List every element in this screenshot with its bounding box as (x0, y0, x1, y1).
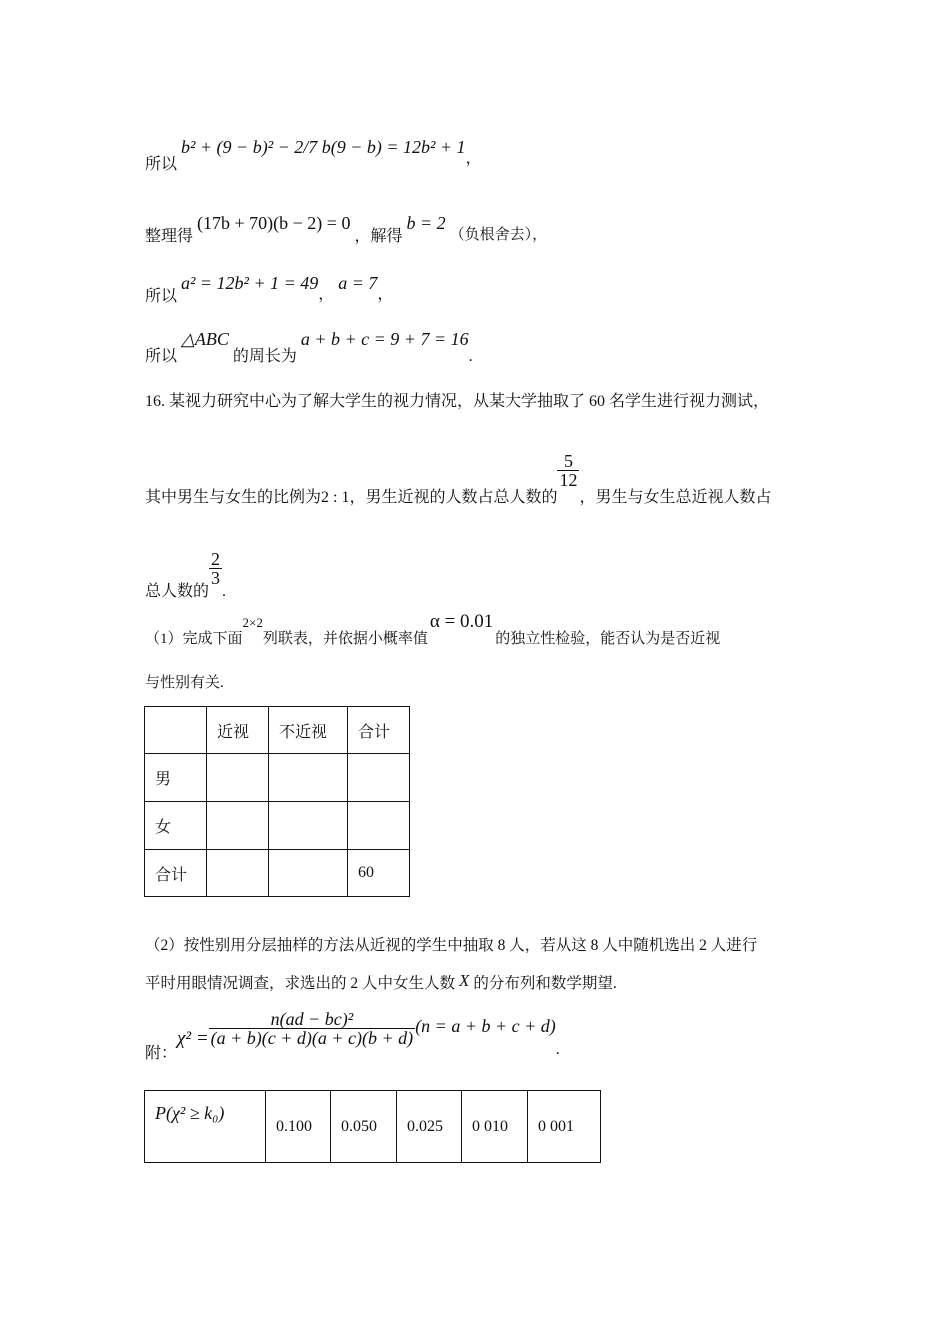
table-cell (348, 754, 410, 802)
table-cell (269, 850, 348, 897)
part1-text: （1）完成下面 (145, 631, 243, 647)
part2-line-2 (145, 971, 617, 992)
table-cell (207, 802, 269, 850)
part2-line-1: （2）按性别用分层抽样的方法从近视的学生中抽取 8 人，若从这 8 人中随机选出 2 人进行 (145, 937, 758, 954)
table-row (145, 707, 410, 754)
table-cell: 0 010 (462, 1091, 528, 1163)
prefix-text: 所以 (145, 288, 178, 305)
table-cell (207, 754, 269, 802)
part1-2x2: 2×2 (242, 615, 263, 630)
denominator: 12 (559, 470, 578, 490)
fraction-2-3 (209, 550, 222, 587)
row-label: 女 (145, 802, 207, 850)
row-label: 合计 (145, 850, 207, 897)
line3-math: a² = 12b² + 1 = 49 (181, 273, 319, 293)
row-label: 男 (145, 754, 207, 802)
contingency-table (144, 706, 410, 897)
numerator: 5 (563, 451, 573, 471)
line3-math2: a = 7 (338, 273, 378, 293)
table-cell (269, 754, 348, 802)
prefix-text: 所以 (145, 156, 178, 173)
table-cell: 0.100 (266, 1091, 331, 1163)
chi-lhs: χ² = (177, 1028, 209, 1050)
alpha-value: α = 0.01 (429, 611, 494, 632)
header-cell: 不近视 (269, 707, 348, 754)
q16-line-3: 总人数的 $\frac{2}{3}$ . (145, 549, 227, 601)
part2-text-b: 的分布列和数学期望. (473, 975, 617, 992)
line4-math: a + b + c = 9 + 7 = 16 (300, 329, 469, 349)
table-row (145, 850, 410, 897)
q16-text-b: ，男生近视的人数占总人数的 (349, 489, 558, 507)
part1-text-c: 的独立性检验，能否认为是否近视 (495, 631, 721, 647)
table-row (145, 1091, 601, 1163)
line2-text: 整理得 (145, 228, 194, 245)
chi-denominator: (a + b)(c + d)(a + c)(b + d) (210, 1028, 414, 1048)
probability-label: P(χ² ≥ k₀) (145, 1091, 266, 1163)
appendix-label: 附： (145, 1045, 178, 1063)
header-cell: 近视 (207, 707, 269, 754)
line1-math: b² + (9 − b)² − 2/7 b(9 − b) = 12b² + 1 (181, 137, 466, 157)
prefix-text: 所以 (145, 348, 178, 365)
appendix-formula: 附：χ² = $\frac{\text{n(ad − bc)²}}{(a + b)(c + d)(a + c)(b + d)}$ (n = a + b + c + d). (145, 1009, 560, 1063)
table-row (145, 754, 410, 802)
q16-text-c: ，男生与女生总近视人数占 (579, 489, 772, 507)
table-row (145, 802, 410, 850)
line-3: 所以 a² = 12b² + 1 = 49， a = 7， (145, 273, 394, 305)
fraction-5-12 (557, 452, 579, 489)
table-cell: 60 (348, 850, 410, 897)
header-cell: 合计 (348, 707, 410, 754)
denominator: 3 (211, 568, 221, 588)
line2-text-c: （负根舍去）， (449, 227, 548, 243)
chi-condition: (n = a + b + c + d) (415, 1016, 556, 1037)
table-cell: 0.050 (331, 1091, 397, 1163)
part1-text-b: 列联表，并依据小概率值 (262, 631, 428, 647)
table-cell: 0.025 (397, 1091, 462, 1163)
line2-math2: b = 2 (406, 213, 446, 233)
critical-value-table (144, 1090, 601, 1163)
numerator: 2 (211, 549, 221, 569)
line-1: 所以 b² + (9 − b)² − 2/7 b(9 − b) = 12b² + 1， (145, 137, 482, 173)
line2-text-b: ，解得 (354, 228, 403, 245)
table-cell (348, 802, 410, 850)
q16-ratio: 2 : 1 (321, 489, 350, 507)
q16-text: 其中男生与女生的比例为 (145, 489, 322, 507)
part1-line-2: 与性别有关. (145, 675, 224, 691)
table-cell (269, 802, 348, 850)
line2-math: (17b + 70)(b − 2) = 0 (197, 213, 351, 233)
chi-fraction (209, 1010, 416, 1047)
table-cell: 0 001 (528, 1091, 601, 1163)
table-cell (207, 850, 269, 897)
header-cell (145, 707, 207, 754)
line-4: 所以 △ABC 的周长为 a + b + c = 9 + 7 = 16. (145, 329, 473, 365)
chi-numerator: n(ad − bc)² (270, 1009, 354, 1029)
part2-text: 平时用眼情况调查，求选出的 2 人中女生人数 (145, 975, 456, 992)
line-2 (145, 213, 548, 245)
line4-text: 的周长为 (232, 348, 297, 365)
triangle-abc: △ABC (181, 329, 229, 349)
var-x: X (459, 971, 470, 990)
q16-line-1: 16. 某视力研究中心为了解大学生的视力情况，从某大学抽取了 60 名学生进行视力测试， (145, 393, 770, 410)
q16-line-2 (145, 451, 772, 507)
part1-line-1 (145, 611, 721, 647)
q16-text-3: 总人数的 (145, 583, 210, 601)
